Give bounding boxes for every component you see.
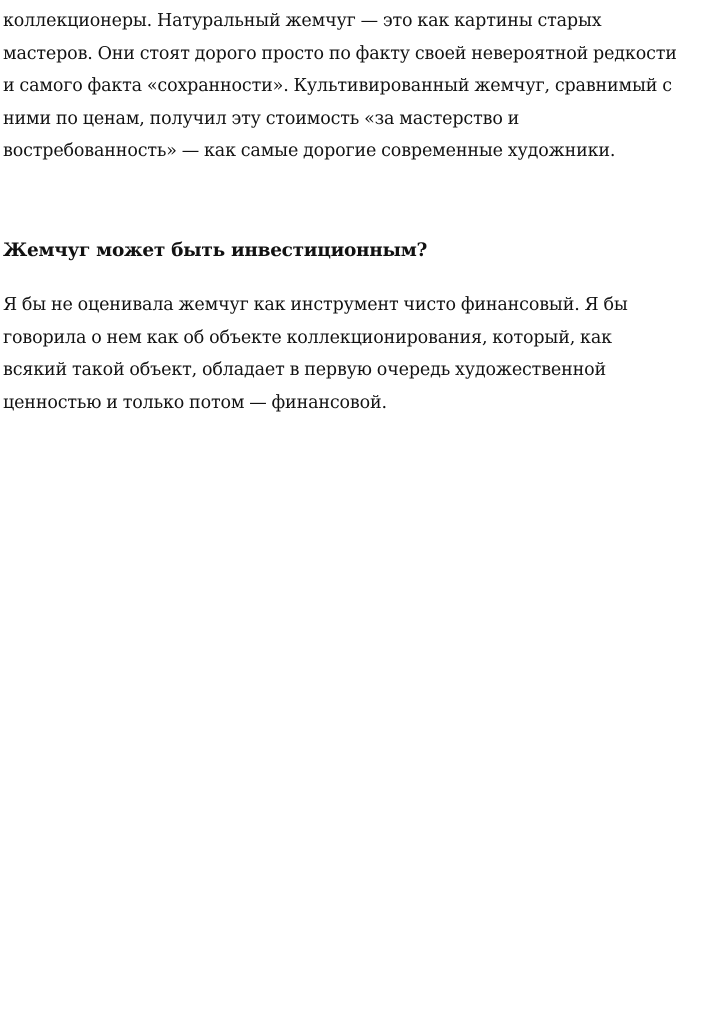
section-heading: Жемчуг может быть инвестиционным? (3, 240, 428, 261)
paragraph-line: востребованность» — как самые дорогие современные художники. (3, 141, 616, 162)
paragraph-collectors (3, 5, 677, 168)
paragraph-line: Я бы не оценивала жемчуг как инструмент чисто финансовый. Я бы (3, 295, 628, 315)
paragraph-line: коллекционеры. Натуральный жемчуг — это как картины старых (3, 11, 602, 31)
paragraph-line: и самого факта «сохранности». Культивированный жемчуг, сравнимый с (3, 76, 672, 97)
paragraph-line: ценностью и только потом — финансовой. (3, 392, 387, 413)
paragraph-investment (3, 289, 628, 419)
paragraph-line: говорила о нем как об объекте коллекционирования, который, как (3, 327, 612, 348)
paragraph-line: мастеров. Они стоят дорого просто по факту своей невероятной редкости (3, 43, 677, 64)
paragraph-line: всякий такой объект, обладает в первую очередь художественной (3, 360, 607, 381)
paragraph-line: ними по ценам, получил эту стоимость «за мастерство и (3, 108, 520, 129)
